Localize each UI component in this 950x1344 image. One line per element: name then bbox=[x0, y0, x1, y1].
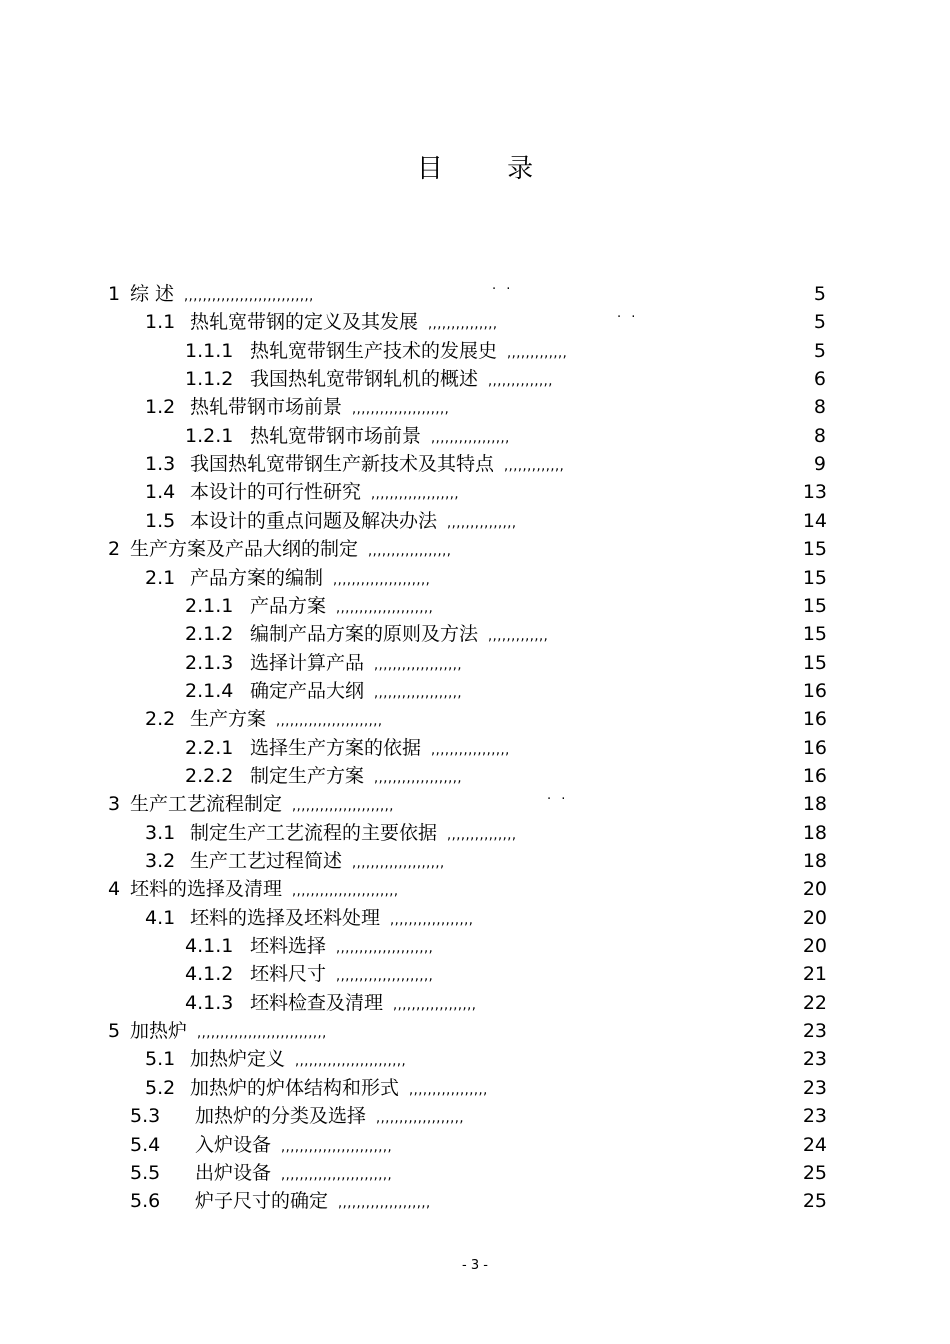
toc-entry[interactable] bbox=[0, 450, 950, 478]
toc-entry-page: 22 bbox=[802, 991, 827, 1014]
toc-entry[interactable] bbox=[0, 677, 950, 705]
toc-entry-leader: ,,,,,,,,,,,,, bbox=[507, 345, 568, 361]
toc-entry-title-text: 本设计的重点问题及解决办法 bbox=[190, 509, 438, 532]
toc-entry-leader: ,,,,,,,,,,,,,,,,, bbox=[431, 430, 510, 446]
toc-entry-number: 2.2 bbox=[145, 708, 176, 731]
toc-entry-number: 2.1.2 bbox=[185, 623, 234, 646]
toc-entry-number: 2.1.1 bbox=[185, 594, 234, 617]
toc-entry[interactable] bbox=[0, 1131, 950, 1159]
toc-entry-title-text: 坯料的选择及清理 bbox=[130, 878, 283, 901]
toc-entry-number: 1.1.1 bbox=[185, 339, 234, 362]
toc-entry-title-text: 我国热轧宽带钢生产新技术及其特点 bbox=[190, 453, 495, 476]
toc-entry-leader: ,,,,,,,,,,,,,,,,,, bbox=[393, 997, 477, 1013]
toc-entry[interactable] bbox=[0, 535, 950, 563]
toc-entry-page: 6 bbox=[813, 368, 826, 391]
toc-entry[interactable] bbox=[0, 280, 950, 308]
toc-entry-page: 5 bbox=[813, 283, 826, 305]
toc-entry-number: 1.1 bbox=[145, 311, 176, 334]
toc-entry-leader: ,,,,,,,,,,,,,,,,,,, bbox=[374, 770, 463, 786]
toc-entry-page: 8 bbox=[813, 424, 826, 447]
toc-entry-number: 1.2.1 bbox=[185, 424, 234, 447]
toc-entry-number: 2.2.1 bbox=[185, 736, 234, 759]
toc-entry-title bbox=[130, 790, 394, 821]
toc-entry-title-text: 坯料尺寸 bbox=[250, 963, 327, 986]
toc-entry-number: 5.2 bbox=[145, 1076, 176, 1099]
toc-entry-leader: ,,,,,,,,,,,,, bbox=[504, 459, 565, 475]
toc-entry-number: 4.1.3 bbox=[185, 991, 234, 1014]
toc-entry-leader: ,,,,,,,,,,,,,,,,,,,, bbox=[352, 856, 445, 871]
toc-entry-title bbox=[190, 847, 445, 878]
toc-entry-page: 18 bbox=[802, 793, 827, 816]
toc-entry[interactable] bbox=[0, 875, 950, 903]
toc-entry-title bbox=[250, 677, 462, 708]
toc-entry-number: 2.2.2 bbox=[185, 764, 234, 787]
toc-entry[interactable] bbox=[0, 393, 950, 421]
toc-entry-title bbox=[190, 393, 449, 424]
toc-entry-page: 23 bbox=[802, 1105, 827, 1128]
toc-entry-title bbox=[190, 819, 517, 850]
page-number: - 3 - bbox=[462, 1258, 488, 1273]
toc-entry-title-text: 生产方案 bbox=[190, 708, 267, 731]
toc-entry-title-text: 坯料检查及清理 bbox=[250, 991, 384, 1014]
toc-entry-page: 16 bbox=[802, 764, 827, 787]
toc-entry-title bbox=[190, 308, 498, 339]
toc-entry-title bbox=[190, 705, 383, 736]
toc-entry-title bbox=[195, 1131, 392, 1162]
toc-entry-title bbox=[190, 1074, 488, 1105]
toc-entry-leader: ,,,,,,,,,,,,,,,,,,,,,, bbox=[292, 799, 394, 815]
toc-entry[interactable] bbox=[0, 337, 950, 365]
toc-entry-page: 15 bbox=[802, 623, 827, 646]
toc-entry-leader: ,,,,,,,,,,,,,,,,, bbox=[431, 742, 510, 758]
toc-entry-title bbox=[190, 450, 564, 481]
toc-entry[interactable] bbox=[0, 592, 950, 620]
toc-entry[interactable] bbox=[0, 847, 950, 875]
toc-entry-number: 2.1 bbox=[145, 566, 176, 589]
toc-entry-title-text: 坯料选择 bbox=[250, 935, 327, 958]
toc-entry-leader: ,,,,,,,,,,,,,,,,,,,,, bbox=[333, 572, 431, 588]
toc-entry-title bbox=[130, 535, 451, 566]
toc-entry-leader: ,,,,,,,,,,,,,, bbox=[488, 374, 553, 390]
toc-entry-number: 1 bbox=[108, 283, 121, 305]
toc-entry-page: 25 bbox=[802, 1161, 827, 1184]
toc-entry-title bbox=[190, 904, 473, 935]
toc-entry[interactable] bbox=[0, 478, 950, 506]
toc-entry-number: 4 bbox=[108, 878, 121, 901]
toc-entry-title-text: 坯料的选择及坯料处理 bbox=[190, 906, 381, 929]
toc-entry-title-text: 我国热轧宽带钢轧机的概述 bbox=[250, 368, 479, 391]
toc-entry[interactable] bbox=[0, 649, 950, 677]
toc-entry-leader: ,,,,,,,,,,,,,,,,, bbox=[409, 1082, 488, 1098]
toc-entry-number: 1.3 bbox=[145, 453, 176, 476]
toc-entry-title-text: 综 述 bbox=[130, 283, 175, 305]
toc-entry-leader: ,,,,,,,,,,,,,,, bbox=[447, 515, 517, 531]
toc-entry-title bbox=[130, 1017, 327, 1048]
toc-entry-page: 25 bbox=[802, 1190, 827, 1213]
page-title: 目 录 bbox=[416, 154, 562, 184]
toc-entry-page: 23 bbox=[802, 1048, 827, 1071]
toc-entry-number: 5.1 bbox=[145, 1048, 176, 1071]
toc-entry[interactable] bbox=[0, 1074, 950, 1102]
toc-entry[interactable] bbox=[0, 790, 950, 818]
toc-entry-number: 1.1.2 bbox=[185, 368, 234, 391]
toc-entry-title-text: 本设计的可行性研究 bbox=[190, 481, 362, 504]
toc-entry-title-text: 热轧宽带钢市场前景 bbox=[250, 424, 422, 447]
toc-entry-page: 15 bbox=[802, 566, 827, 589]
toc-entry-number: 5.5 bbox=[130, 1161, 161, 1184]
toc-entry-leader: ,,,,,,,,,,,,, bbox=[488, 629, 549, 645]
toc-entry-title bbox=[130, 280, 314, 311]
toc-entry-leader: ,,,,,,,,,,,,,,,,,,,, bbox=[338, 1196, 431, 1212]
toc-entry[interactable] bbox=[0, 564, 950, 592]
toc-entry-leader: ,,,,,,,,,,,,,,,,,,, bbox=[374, 657, 463, 673]
toc-entry-leader: ,,,,,,,,,,,,,,,,,, bbox=[368, 544, 452, 560]
toc-entry-title bbox=[250, 762, 462, 793]
toc-entry[interactable] bbox=[0, 1102, 950, 1130]
toc-entry-title-text: 热轧宽带钢生产技术的发展史 bbox=[250, 339, 498, 362]
toc-entry-page: 23 bbox=[802, 1020, 827, 1043]
toc-entry-page: 21 bbox=[802, 963, 827, 986]
toc-entry-leader: ,,,,,,,,,,,,,,,,,,, bbox=[374, 685, 463, 701]
toc-entry-leader: ,,,,,,,,,,,,,,,,,,, bbox=[371, 487, 460, 503]
toc-entry[interactable] bbox=[0, 1159, 950, 1187]
toc-entry[interactable] bbox=[0, 734, 950, 762]
toc-entry-number: 3.1 bbox=[145, 821, 176, 844]
toc-entry-page: 14 bbox=[802, 509, 827, 532]
toc-entry-leader: ,,,,,,,,,,,,,,,,,,,,,,,,,,,, bbox=[184, 289, 314, 304]
toc-entry-title-text: 出炉设备 bbox=[195, 1161, 272, 1184]
toc-entry-title bbox=[190, 1045, 406, 1076]
toc-entry-title-text: 生产方案及产品大纲的制定 bbox=[130, 538, 359, 561]
toc-entry-page: 15 bbox=[802, 651, 827, 674]
toc-entry-title bbox=[250, 960, 433, 991]
toc-entry-page: 5 bbox=[813, 311, 826, 334]
toc-entry-page: 20 bbox=[802, 906, 827, 929]
toc-entry-title-text: 热轧带钢市场前景 bbox=[190, 396, 343, 419]
toc-entry-number: 5.6 bbox=[130, 1190, 161, 1213]
toc-entry-title bbox=[130, 875, 399, 906]
toc-entry-number: 2.1.3 bbox=[185, 651, 234, 674]
toc-entry-leader: ,,,,,,,,,,,,,,, bbox=[447, 827, 517, 843]
toc-entry-number: 1.4 bbox=[145, 481, 176, 504]
toc-entry-title-text: 选择计算产品 bbox=[250, 651, 365, 674]
toc-entry-page: 15 bbox=[802, 594, 827, 617]
toc-entry-number: 3.2 bbox=[145, 850, 176, 872]
toc-entry-title-text: 生产工艺过程简述 bbox=[190, 850, 343, 872]
toc-entry-number: 2.1.4 bbox=[185, 679, 234, 702]
toc-entry-leader: ,,,,,,,,,,,,,,,,,,,,,,, bbox=[292, 884, 399, 900]
toc-entry-title-text: 加热炉的炉体结构和形式 bbox=[190, 1076, 400, 1099]
toc-entry[interactable] bbox=[0, 1187, 950, 1215]
toc-entry-leader: ,,,,,,,,,,,,,,,,,,,,, bbox=[336, 600, 434, 616]
toc-entry[interactable] bbox=[0, 308, 950, 336]
toc-entry-number: 4.1.2 bbox=[185, 963, 234, 986]
toc-entry-title bbox=[250, 337, 567, 368]
toc-entry-leader: ,,,,,,,,,,,,,,,,,,,,,,,, bbox=[281, 1167, 393, 1183]
toc-entry-title bbox=[195, 1102, 464, 1133]
toc-entry-title-text: 产品方案 bbox=[250, 594, 327, 617]
toc-entry-number: 4.1.1 bbox=[185, 935, 234, 958]
toc-entry-title bbox=[250, 734, 510, 765]
toc-entry-number: 1.5 bbox=[145, 509, 176, 532]
toc-entry-title-text: 热轧宽带钢的定义及其发展 bbox=[190, 311, 419, 334]
toc-entry[interactable] bbox=[0, 422, 950, 450]
toc-entry[interactable] bbox=[0, 705, 950, 733]
toc-entry-number: 5.3 bbox=[130, 1105, 161, 1128]
toc-entry-leader: ,,,,,,,,,,,,,,,,,,,,, bbox=[336, 969, 434, 985]
toc-entry-title bbox=[250, 932, 433, 963]
toc-entry-title-text: 加热炉 bbox=[130, 1020, 188, 1043]
toc-entry-title bbox=[195, 1187, 431, 1218]
toc-entry-page: 24 bbox=[802, 1133, 827, 1156]
toc-entry[interactable] bbox=[0, 989, 950, 1017]
toc-entry-mark: · · bbox=[547, 792, 569, 808]
toc-entry-title bbox=[190, 564, 430, 595]
toc-entry-title-text: 制定生产工艺流程的主要依据 bbox=[190, 821, 438, 844]
toc-entry-page: 13 bbox=[802, 481, 827, 504]
toc-entry[interactable] bbox=[0, 932, 950, 960]
toc-entry-page: 16 bbox=[802, 736, 827, 759]
toc-entry-title bbox=[250, 592, 433, 623]
toc-entry-leader: ,,,,,,,,,,,,,,,,,,,,, bbox=[336, 941, 434, 957]
toc-entry-page: 16 bbox=[802, 708, 827, 731]
toc-entry-title-text: 编制产品方案的原则及方法 bbox=[250, 623, 479, 646]
toc-entry-page: 18 bbox=[802, 821, 827, 844]
toc-entry[interactable] bbox=[0, 620, 950, 648]
toc-entry[interactable] bbox=[0, 762, 950, 790]
toc-entry-number: 3 bbox=[108, 793, 121, 816]
toc-entry[interactable] bbox=[0, 507, 950, 535]
toc-entry-title-text: 炉子尺寸的确定 bbox=[195, 1190, 329, 1213]
toc-entry-leader: ,,,,,,,,,,,,,,,,,,,,,,, bbox=[276, 714, 383, 730]
toc-entry-title bbox=[190, 507, 517, 538]
toc-entry-title bbox=[250, 649, 462, 680]
toc-entry-page: 5 bbox=[813, 339, 826, 362]
toc-entry[interactable] bbox=[0, 960, 950, 988]
toc-entry-page: 18 bbox=[802, 850, 827, 872]
toc-entry-title bbox=[250, 989, 476, 1020]
toc-entry-title-text: 入炉设备 bbox=[195, 1133, 272, 1156]
toc-entry-leader: ,,,,,,,,,,,,,,,,,,, bbox=[376, 1111, 465, 1127]
toc-entry[interactable] bbox=[0, 1017, 950, 1045]
toc-entry-title bbox=[250, 365, 553, 396]
toc-entry-number: 5 bbox=[108, 1020, 121, 1043]
toc-entry[interactable] bbox=[0, 819, 950, 847]
toc-entry-title-text: 加热炉的分类及选择 bbox=[195, 1105, 367, 1128]
toc-entry-title-text: 加热炉定义 bbox=[190, 1048, 286, 1071]
toc-entry-leader: ,,,,,,,,,,,,,,,,,,,,,,,, bbox=[281, 1139, 393, 1155]
toc-entry-leader: ,,,,,,,,,,,,,,, bbox=[428, 317, 498, 333]
toc-entry-leader: ,,,,,,,,,,,,,,,,,,,,, bbox=[352, 402, 450, 418]
toc-entry[interactable] bbox=[0, 365, 950, 393]
toc-entry-number: 1.2 bbox=[145, 396, 176, 419]
toc-entry-title bbox=[250, 620, 548, 651]
toc-entry-number: 5.4 bbox=[130, 1133, 161, 1156]
toc-entry-mark: · · bbox=[492, 282, 514, 297]
toc-entry-title bbox=[250, 422, 510, 453]
toc-entry-leader: ,,,,,,,,,,,,,,,,,,,,,,,, bbox=[295, 1054, 407, 1070]
toc-entry-page: 20 bbox=[802, 935, 827, 958]
toc-entry[interactable] bbox=[0, 1045, 950, 1073]
toc-entry-number: 2 bbox=[108, 538, 121, 561]
toc-entry-leader: ,,,,,,,,,,,,,,,,,, bbox=[390, 912, 474, 928]
toc-entry-page: 9 bbox=[813, 453, 826, 476]
toc-entry-title-text: 制定生产方案 bbox=[250, 764, 365, 787]
toc-entry-page: 23 bbox=[802, 1076, 827, 1099]
toc-entry-page: 20 bbox=[802, 878, 827, 901]
toc-entry-title-text: 产品方案的编制 bbox=[190, 566, 324, 589]
toc-entry-mark: · · bbox=[617, 310, 639, 326]
toc-entry-page: 15 bbox=[802, 538, 827, 561]
toc-entry-title bbox=[190, 478, 459, 509]
toc-entry-title-text: 生产工艺流程制定 bbox=[130, 793, 283, 816]
toc-entry[interactable] bbox=[0, 904, 950, 932]
toc-entry-title-text: 确定产品大纲 bbox=[250, 679, 365, 702]
toc-entry-leader: ,,,,,,,,,,,,,,,,,,,,,,,,,,,, bbox=[197, 1026, 327, 1042]
toc-entry-title bbox=[195, 1159, 392, 1190]
toc-entry-page: 16 bbox=[802, 679, 827, 702]
toc-entry-title-text: 选择生产方案的依据 bbox=[250, 736, 422, 759]
toc-entry-page: 8 bbox=[813, 396, 826, 419]
toc-entry-number: 4.1 bbox=[145, 906, 176, 929]
